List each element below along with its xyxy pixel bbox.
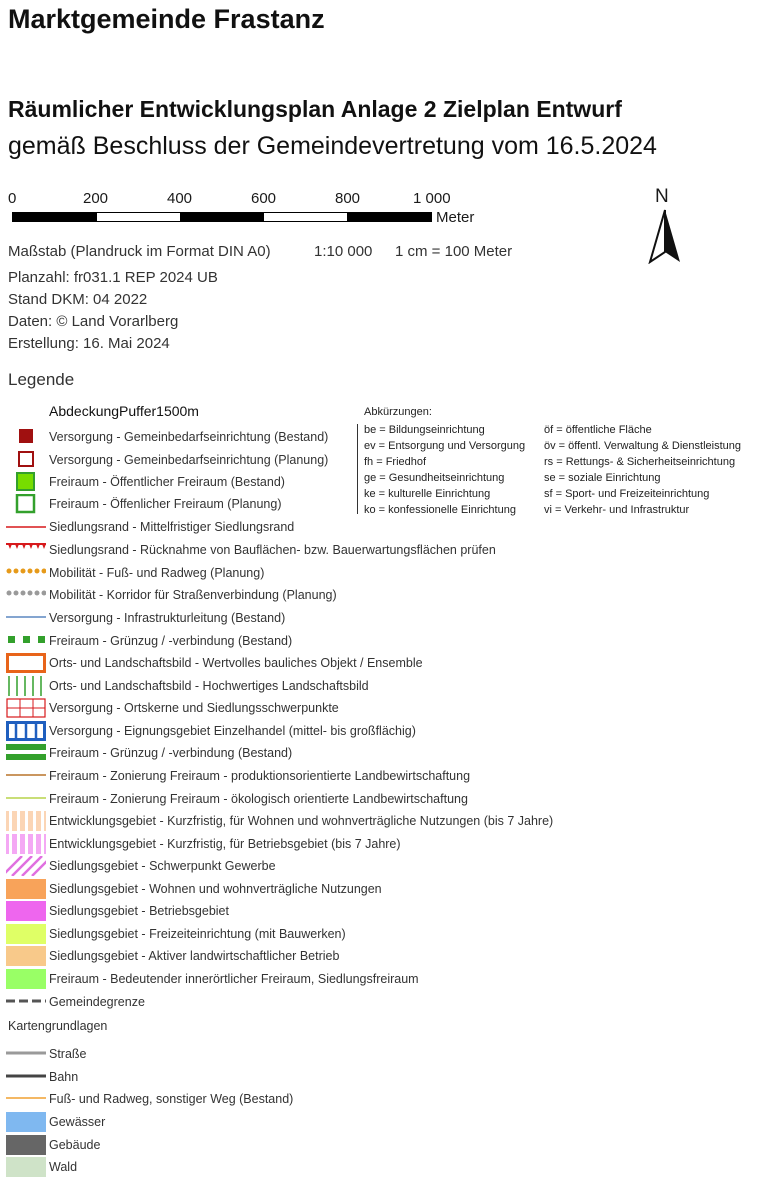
basemap-label: Gebäude xyxy=(49,1138,101,1152)
forest-fill-symbol xyxy=(6,1157,46,1177)
brown-line-symbol xyxy=(6,766,46,786)
abbreviation: ev = Entsorgung und Versorgung xyxy=(364,440,526,452)
scale-print-format: Maßstab (Plandruck im Format DIN A0) xyxy=(8,243,271,260)
scale-tick: 0 xyxy=(8,190,17,207)
basemap-label: Fuß- und Radweg, sonstiger Weg (Bestand) xyxy=(49,1092,294,1106)
legend-label: Siedlungsgebiet - Aktiver landwirtschaftlicher Betrieb xyxy=(49,949,340,963)
red-line-symbol xyxy=(6,517,46,537)
light-green-fill-symbol xyxy=(6,969,46,989)
north-label: N xyxy=(655,186,669,207)
green-double-band-symbol xyxy=(6,743,46,763)
orange-fill-symbol xyxy=(6,879,46,899)
scale-tick: 400 xyxy=(167,190,193,207)
orange-striped-rect-symbol xyxy=(6,811,46,831)
creation-date: Erstellung: 16. Mai 2024 xyxy=(8,335,170,352)
scale-tick: 800 xyxy=(335,190,361,207)
legend-label: Versorgung - Gemeinbedarfseinrichtung (Planung) xyxy=(49,453,329,467)
abbreviation: öv = öffentl. Verwaltung & Dienstleistung xyxy=(544,440,742,452)
abbreviation: ko = konfessionelle Einrichtung xyxy=(364,504,516,516)
legend-puffer: AbdeckungPuffer1500m xyxy=(49,403,199,419)
red-triangle-line-symbol xyxy=(6,540,46,560)
plan-title: Räumlicher Entwicklungsplan Anlage 2 Zielplan Entwurf xyxy=(8,96,622,122)
legend-label: Versorgung - Infrastrukturleitung (Bestand) xyxy=(49,611,286,625)
scale-bar xyxy=(12,212,432,222)
legend-label: Freiraum - Öffenlicher Freiraum (Planung) xyxy=(49,497,282,511)
legend-label: Gemeindegrenze xyxy=(49,995,145,1009)
red-grid-symbol xyxy=(6,698,46,718)
scale-cm-equivalent: 1 cm = 100 Meter xyxy=(395,243,513,260)
legend-label: Siedlungsrand - Rücknahme von Bauflächen- bzw. Bauerwartungsflächen prüfen xyxy=(49,543,496,557)
legend-label: Mobilität - Fuß- und Radweg (Planung) xyxy=(49,566,265,580)
legend-label: Versorgung - Gemeinbedarfseinrichtung (Bestand) xyxy=(49,430,329,444)
water-fill-symbol xyxy=(6,1112,46,1132)
abbreviation: sf = Sport- und Freizeiteinrichtung xyxy=(544,488,710,500)
legend-label: Orts- und Landschaftsbild - Wertvolles bauliches Objekt / Ensemble xyxy=(49,656,423,670)
green-dashed-line-symbol xyxy=(6,631,46,651)
legend-label: Siedlungsgebiet - Schwerpunkt Gewerbe xyxy=(49,859,276,873)
legend-label: Siedlungsrand - Mittelfristiger Siedlungsrand xyxy=(49,520,295,534)
abbreviation: rs = Rettungs- & Sicherheitseinrichtung xyxy=(544,456,736,468)
magenta-striped-rect-symbol xyxy=(6,834,46,854)
outline-square-symbol xyxy=(6,450,46,470)
legend-label: Siedlungsgebiet - Wohnen und wohnverträgliche Nutzungen xyxy=(49,882,382,896)
legend-label: Siedlungsgebiet - Freizeiteinrichtung (mit Bauwerken) xyxy=(49,927,346,941)
abbreviation: ge = Gesundheitseinrichtung xyxy=(364,472,505,484)
magenta-fill-symbol xyxy=(6,901,46,921)
abbreviation: se = soziale Einrichtung xyxy=(544,472,661,484)
legend-label: Entwicklungsgebiet - Kurzfristig, für Betriebsgebiet (bis 7 Jahre) xyxy=(49,837,401,851)
legend-label: Mobilität - Korridor für Straßenverbindung (Planung) xyxy=(49,588,337,602)
filled-square-symbol xyxy=(6,427,46,447)
abbreviation: ke = kulturelle Einrichtung xyxy=(364,488,491,500)
dkm-date: Stand DKM: 04 2022 xyxy=(8,291,148,308)
scale-tick: 1 000 xyxy=(413,190,451,207)
legend-label: Freiraum - Zonierung Freiraum - ökologisch orientierte Landbewirtschaftung xyxy=(49,792,468,806)
legend-label: Freiraum - Öffentlicher Freiraum (Bestand) xyxy=(49,475,285,489)
yellow-green-line-symbol xyxy=(6,789,46,809)
green-filled-square-symbol xyxy=(6,472,46,492)
abbreviation: öf = öffentliche Fläche xyxy=(544,424,652,436)
light-orange-fill-symbol xyxy=(6,946,46,966)
legend-label: Freiraum - Grünzug / -verbindung (Bestand) xyxy=(49,634,293,648)
legend-label: Versorgung - Eignungsgebiet Einzelhandel (mittel- bis großflächig) xyxy=(49,724,416,738)
legend-title: Legende xyxy=(8,370,75,389)
basemap-label: Gewässer xyxy=(49,1115,106,1129)
legend-label: Freiraum - Zonierung Freiraum - produktionsorientierte Landbewirtschaftung xyxy=(49,769,471,783)
legend-label: Orts- und Landschaftsbild - Hochwertiges Landschaftsbild xyxy=(49,679,369,693)
legend-label: Freiraum - Bedeutender innerörtlicher Freiraum, Siedlungsfreiraum xyxy=(49,972,419,986)
path-line-symbol xyxy=(6,1089,46,1109)
lime-fill-symbol xyxy=(6,924,46,944)
plan-subtitle: gemäß Beschluss der Gemeindevertretung vom 16.5.2024 xyxy=(8,132,657,160)
abbreviations-divider xyxy=(357,424,358,514)
road-line-symbol xyxy=(6,1044,46,1064)
municipality-title: Marktgemeinde Frastanz xyxy=(8,4,325,34)
orange-dotted-line-symbol xyxy=(6,563,46,583)
legend-label: Siedlungsgebiet - Betriebsgebiet xyxy=(49,904,229,918)
abbreviation: vi = Verkehr- und Infrastruktur xyxy=(544,504,690,516)
basemap-label: Wald xyxy=(49,1160,78,1174)
scale-tick: 200 xyxy=(83,190,109,207)
scale-tick: 600 xyxy=(251,190,277,207)
abbreviation: fh = Friedhof xyxy=(364,456,427,468)
green-vertical-lines-symbol xyxy=(6,676,46,696)
scale-unit: Meter xyxy=(436,209,475,226)
legend-label: Versorgung - Ortskerne und Siedlungsschwerpunkte xyxy=(49,701,339,715)
rail-line-symbol xyxy=(6,1067,46,1087)
grey-dotted-line-symbol xyxy=(6,585,46,605)
green-outline-square-symbol xyxy=(6,494,46,514)
plan-number: Planzahl: fr031.1 REP 2024 UB xyxy=(8,269,218,286)
basemap-label: Straße xyxy=(49,1047,87,1061)
abbreviations-title: Abkürzungen: xyxy=(364,406,432,418)
magenta-diagonal-hatch-symbol xyxy=(6,856,46,876)
abbreviation: be = Bildungseinrichtung xyxy=(364,424,485,436)
basemap-title: Kartengrundlagen xyxy=(8,1019,108,1033)
north-arrow-icon xyxy=(648,208,682,264)
data-source: Daten: © Land Vorarlberg xyxy=(8,313,179,330)
orange-outline-rect-symbol xyxy=(6,653,46,673)
dashed-boundary-line-symbol xyxy=(6,992,46,1012)
blue-line-symbol xyxy=(6,608,46,628)
basemap-label: Bahn xyxy=(49,1070,79,1084)
building-fill-symbol xyxy=(6,1135,46,1155)
scale-ratio: 1:10 000 xyxy=(314,243,373,260)
legend-label: Freiraum - Grünzug / -verbindung (Bestand) xyxy=(49,746,293,760)
blue-hatched-rect-symbol xyxy=(6,721,46,741)
legend-label: Entwicklungsgebiet - Kurzfristig, für Wohnen und wohnverträgliche Nutzungen (bis 7 Jahre) xyxy=(49,814,554,828)
